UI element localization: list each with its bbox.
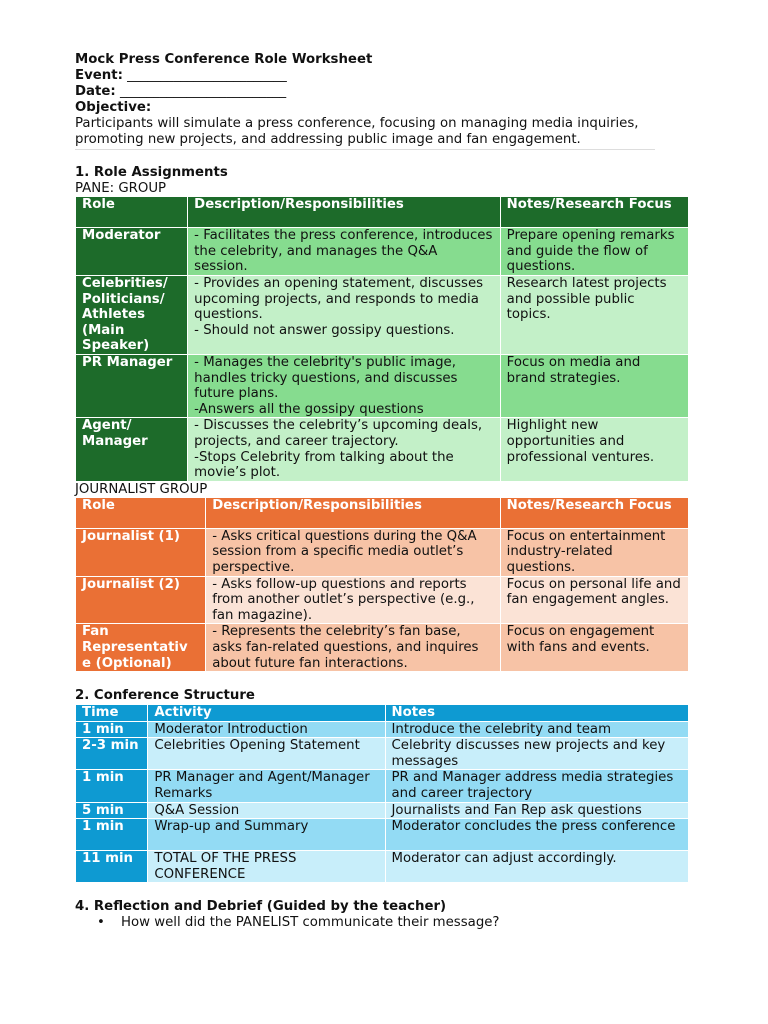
pane-group-label: PANE: GROUP — [75, 181, 167, 196]
notes-cell: Highlight new opportunities and professional ventures. — [500, 418, 688, 481]
time-cell: 2-3 min — [76, 738, 148, 770]
bullet-icon: • — [97, 915, 105, 931]
event-line — [75, 68, 690, 84]
table-row — [76, 770, 689, 802]
notes-cell: Journalists and Fan Rep ask questions — [385, 802, 689, 819]
section-heading-reflection: 4. Reflection and Debrief (Guided by the teacher) — [75, 899, 447, 915]
table-row — [76, 738, 689, 770]
table-row — [76, 276, 689, 355]
column-header: Description/Responsibilities — [188, 197, 501, 228]
time-cell: 5 min — [76, 802, 148, 819]
activity-cell: PR Manager and Agent/Manager Remarks — [148, 770, 385, 802]
table-row — [76, 819, 689, 851]
column-header: Notes/Research Focus — [500, 197, 688, 228]
table-row — [76, 355, 689, 418]
notes-cell: PR and Manager address media strategies and career trajectory — [385, 770, 689, 802]
objective-text: Participants will simulate a press conference, focusing on managing media inquiries, promoting new projects, and addressing public image and fan engagement. — [75, 116, 639, 147]
notes-cell: Focus on entertainment industry-related questions. — [500, 528, 688, 576]
description-cell: - Represents the celebrity’s fan base, asks fan-related questions, and inquires about future fan interactions. — [206, 624, 500, 672]
description-cell: - Facilitates the press conference, introduces the celebrity, and manages the Q&A session. — [188, 228, 501, 276]
description-cell: - Asks critical questions during the Q&A session from a specific media outlet’s perspective. — [206, 528, 500, 576]
role-cell: PR Manager — [76, 355, 188, 418]
worksheet-page — [75, 52, 690, 931]
event-label: Event: — [75, 68, 123, 83]
activity-cell: Q&A Session — [148, 802, 385, 819]
time-cell: 1 min — [76, 721, 148, 738]
table-header-row — [76, 197, 689, 228]
notes-cell: Prepare opening remarks and guide the flow of questions. — [500, 228, 688, 276]
journalist-group-table — [75, 497, 689, 672]
notes-cell: Focus on engagement with fans and events. — [500, 624, 688, 672]
column-header: Role — [76, 497, 206, 528]
column-header: Activity — [148, 705, 385, 722]
table-row — [76, 418, 689, 481]
date-line — [75, 84, 690, 100]
table-row — [76, 851, 689, 883]
date-label: Date: — [75, 84, 116, 99]
notes-cell: Celebrity discusses new projects and key messages — [385, 738, 689, 770]
activity-cell: TOTAL OF THE PRESS CONFERENCE — [148, 851, 385, 883]
journalist-group-label: JOURNALIST GROUP — [75, 481, 208, 497]
description-cell: - Provides an opening statement, discusses upcoming projects, and responds to media questions. - Should not answer gossipy questions. — [188, 276, 501, 355]
notes-cell: Moderator can adjust accordingly. — [385, 851, 689, 883]
notes-cell: Research latest projects and possible public topics. — [500, 276, 688, 355]
role-cell: Fan Representativ e (Optional) — [76, 624, 206, 672]
notes-cell: Moderator concludes the press conference — [385, 819, 689, 851]
column-header: Description/Responsibilities — [206, 497, 500, 528]
section-heading-roles: 1. Role Assignments — [75, 165, 228, 180]
date-blank: _________________________ — [119, 84, 287, 99]
table-row — [76, 624, 689, 672]
time-cell: 1 min — [76, 770, 148, 802]
activity-cell: Moderator Introduction — [148, 721, 385, 738]
table-header-row — [76, 497, 689, 528]
table-header-row — [76, 705, 689, 722]
table-row — [76, 721, 689, 738]
pane-group-table — [75, 196, 689, 482]
column-header: Time — [76, 705, 148, 722]
column-header: Role — [76, 197, 188, 228]
description-cell: - Asks follow-up questions and reports from another outlet’s perspective (e.g., fan magazine). — [206, 576, 500, 624]
column-header: Notes/Research Focus — [500, 497, 688, 528]
activity-cell: Wrap-up and Summary — [148, 819, 385, 851]
role-cell: Moderator — [76, 228, 188, 276]
time-cell: 1 min — [76, 819, 148, 851]
column-header: Notes — [385, 705, 689, 722]
description-cell: - Discusses the celebrity’s upcoming deals, projects, and career trajectory. -Stops Celebrity from talking about the movie’s plot. — [188, 418, 501, 481]
bullet-text: How well did the PANELIST communicate their message? — [121, 915, 500, 931]
description-cell: - Manages the celebrity's public image, handles tricky questions, and discusses future plans. -Answers all the gossipy questions — [188, 355, 501, 418]
role-cell: Journalist (1) — [76, 528, 206, 576]
role-cell: Journalist (2) — [76, 576, 206, 624]
list-item — [75, 915, 690, 931]
table-row — [76, 228, 689, 276]
notes-cell: Focus on personal life and fan engagement angles. — [500, 576, 688, 624]
objective-label: Objective: — [75, 100, 152, 115]
event-blank: ________________________ — [127, 68, 287, 83]
conference-structure-table — [75, 704, 689, 883]
table-row — [76, 576, 689, 624]
notes-cell: Focus on media and brand strategies. — [500, 355, 688, 418]
table-row — [76, 528, 689, 576]
table-row — [76, 802, 689, 819]
role-cell: Celebrities/ Politicians/ Athletes (Main Speaker) — [76, 276, 188, 355]
role-cell: Agent/ Manager — [76, 418, 188, 481]
worksheet-title: Mock Press Conference Role Worksheet — [75, 52, 373, 67]
section-heading-structure: 2. Conference Structure — [75, 688, 255, 704]
time-cell: 11 min — [76, 851, 148, 883]
notes-cell: Introduce the celebrity and team — [385, 721, 689, 738]
activity-cell: Celebrities Opening Statement — [148, 738, 385, 770]
